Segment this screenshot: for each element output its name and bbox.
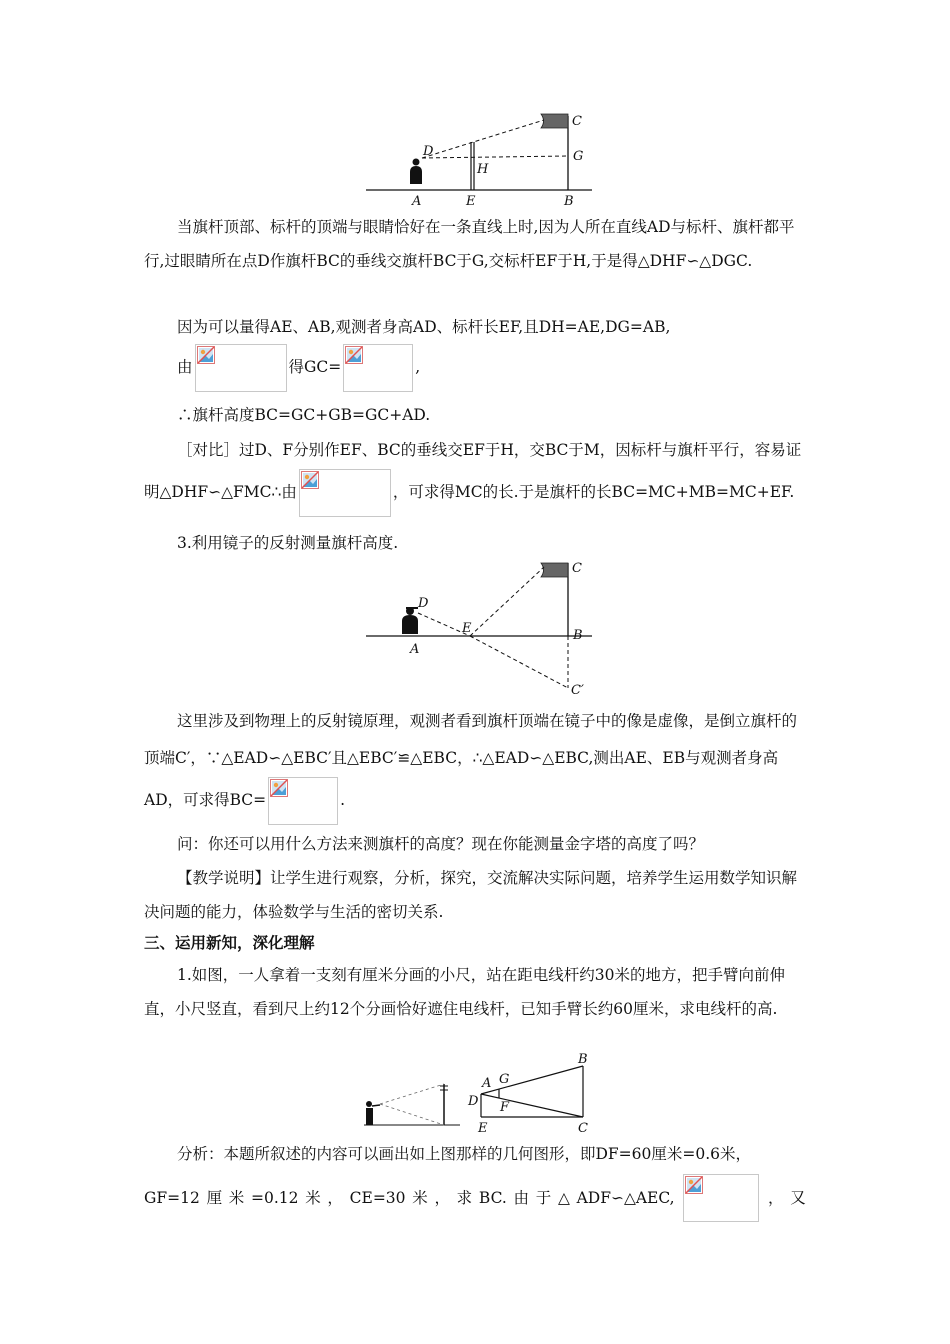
label-G: G bbox=[573, 149, 584, 164]
label-B: B bbox=[578, 1052, 588, 1067]
label-D: D bbox=[423, 144, 434, 159]
exercise-1: 1.如图，一人拿着一支刻有厘米分画的小尺，站在距电线杆约30米的地方，把手臂向前伸直，小尺竖直，看到尺上约12个分画恰好遮住电线杆，已知手臂长约60厘米，求电线杆的高. bbox=[144, 966, 786, 1018]
label-B: B bbox=[564, 194, 574, 209]
formula-image-placeholder bbox=[343, 344, 413, 392]
paragraph-conclusion: ∴旗杆高度BC=GC+GB=GC+AD. bbox=[177, 406, 431, 424]
section-heading: 三、运用新知，深化理解 bbox=[144, 934, 315, 952]
label-H: H bbox=[477, 162, 489, 177]
label-C: C bbox=[578, 1121, 588, 1136]
analysis-token: BC. bbox=[478, 1189, 507, 1207]
teaching-note: 【教学说明】让学生进行观察，分析，探究，交流解决实际问题，培养学生运用数学知识解决问题的能力，体验数学与生活的密切关系. bbox=[144, 869, 798, 921]
flagpole-diagram-1 bbox=[360, 108, 600, 210]
image-placeholder-icon bbox=[270, 779, 288, 797]
analysis-token: 于 bbox=[535, 1189, 552, 1207]
analysis-line-2 bbox=[144, 1172, 806, 1224]
mirror-reflection-diagram bbox=[360, 555, 600, 705]
label-B: B bbox=[573, 628, 583, 643]
reflection-text: 这里涉及到物理上的反射镜原理，观测者看到旗杆顶端在镜子中的像是虚像，是倒立旗杆的顶端C′，∵△EAD∽△EBC′且△EBC′≌△EBC，∴△EAD∽△EBC,测出AE、EB与观测者身高AD，可求得BC= bbox=[144, 712, 798, 809]
label-F: F bbox=[500, 1100, 510, 1115]
image-placeholder-icon bbox=[345, 346, 363, 364]
paragraph-reflection bbox=[144, 703, 806, 825]
analysis-token: 又 bbox=[790, 1189, 806, 1207]
analysis-token: ADF∽△AEC, bbox=[576, 1189, 675, 1207]
analysis-token: 厘 bbox=[206, 1189, 223, 1207]
formula-prefix: 由 bbox=[177, 358, 193, 376]
formula-suffix: , bbox=[415, 358, 421, 376]
heading-mirror-method: 3.利用镜子的反射测量旗杆高度. bbox=[177, 534, 399, 552]
ruler-pole-diagram bbox=[360, 1050, 610, 1138]
label-D: D bbox=[468, 1094, 479, 1109]
label-E: E bbox=[466, 194, 476, 209]
formula-line bbox=[144, 342, 806, 394]
formula-image-placeholder bbox=[268, 777, 338, 825]
paragraph-1: 当旗杆顶部、标杆的顶端与眼睛恰好在一条直线上时,因为人所在直线AD与标杆、旗杆都平行,过眼睛所在点D作旗杆BC的垂线交旗杆BC于G,交标杆EF于H,于是得△DHF∽△DGC. bbox=[144, 218, 795, 270]
analysis-token: ， bbox=[434, 1189, 450, 1207]
compare-text-end: ，可求得MC的长.于是旗杆的长BC=MC+MB=MC+EF. bbox=[392, 483, 795, 501]
formula-image-placeholder bbox=[299, 469, 391, 517]
analysis-token: CE=30 bbox=[349, 1189, 406, 1207]
label-C-prime: C′ bbox=[571, 683, 584, 698]
label-A: A bbox=[482, 1076, 492, 1091]
reflection-text-end: . bbox=[340, 791, 346, 809]
label-D: D bbox=[418, 596, 429, 611]
formula-image-placeholder bbox=[683, 1174, 759, 1222]
formula-image-placeholder bbox=[195, 344, 287, 392]
analysis-token: 米 bbox=[228, 1189, 245, 1207]
analysis-token: ， bbox=[327, 1189, 343, 1207]
analysis-token: △ bbox=[557, 1189, 570, 1207]
label-C: C bbox=[572, 561, 582, 576]
label-G: G bbox=[499, 1072, 510, 1087]
label-E: E bbox=[478, 1121, 488, 1136]
analysis-token: =0.12 bbox=[251, 1189, 299, 1207]
paragraph-2: 因为可以量得AE、AB,观测者身高AD、标杆长EF,且DH=AE,DG=AB, bbox=[177, 318, 671, 336]
label-A: A bbox=[410, 642, 420, 657]
analysis-token: 求 bbox=[456, 1189, 473, 1207]
analysis-token: 由 bbox=[513, 1189, 530, 1207]
label-C: C bbox=[572, 114, 582, 129]
analysis-token: GF=12 bbox=[144, 1189, 200, 1207]
paragraph-compare bbox=[144, 432, 806, 517]
analysis-token: 米 bbox=[305, 1189, 321, 1207]
formula-mid: 得GC= bbox=[288, 358, 342, 376]
image-placeholder-icon bbox=[301, 471, 319, 489]
analysis-line-1: 分析：本题所叙述的内容可以画出如上图那样的几何图形，即DF=60厘米=0.6米， bbox=[177, 1145, 752, 1163]
label-A: A bbox=[412, 194, 422, 209]
image-placeholder-icon bbox=[685, 1176, 703, 1194]
label-E: E bbox=[462, 621, 472, 636]
question: 问：你还可以用什么方法来测旗杆的高度？现在你能测量金字塔的高度了吗？ bbox=[177, 835, 705, 853]
analysis-token: 米 bbox=[412, 1189, 428, 1207]
compare-text: ［对比］过D、F分别作EF、BC的垂线交EF于H，交BC于M，因标杆与旗杆平行，容易证明△DHF∽△FMC∴由 bbox=[144, 441, 802, 501]
image-placeholder-icon bbox=[197, 346, 215, 364]
analysis-token: ， bbox=[768, 1189, 784, 1207]
